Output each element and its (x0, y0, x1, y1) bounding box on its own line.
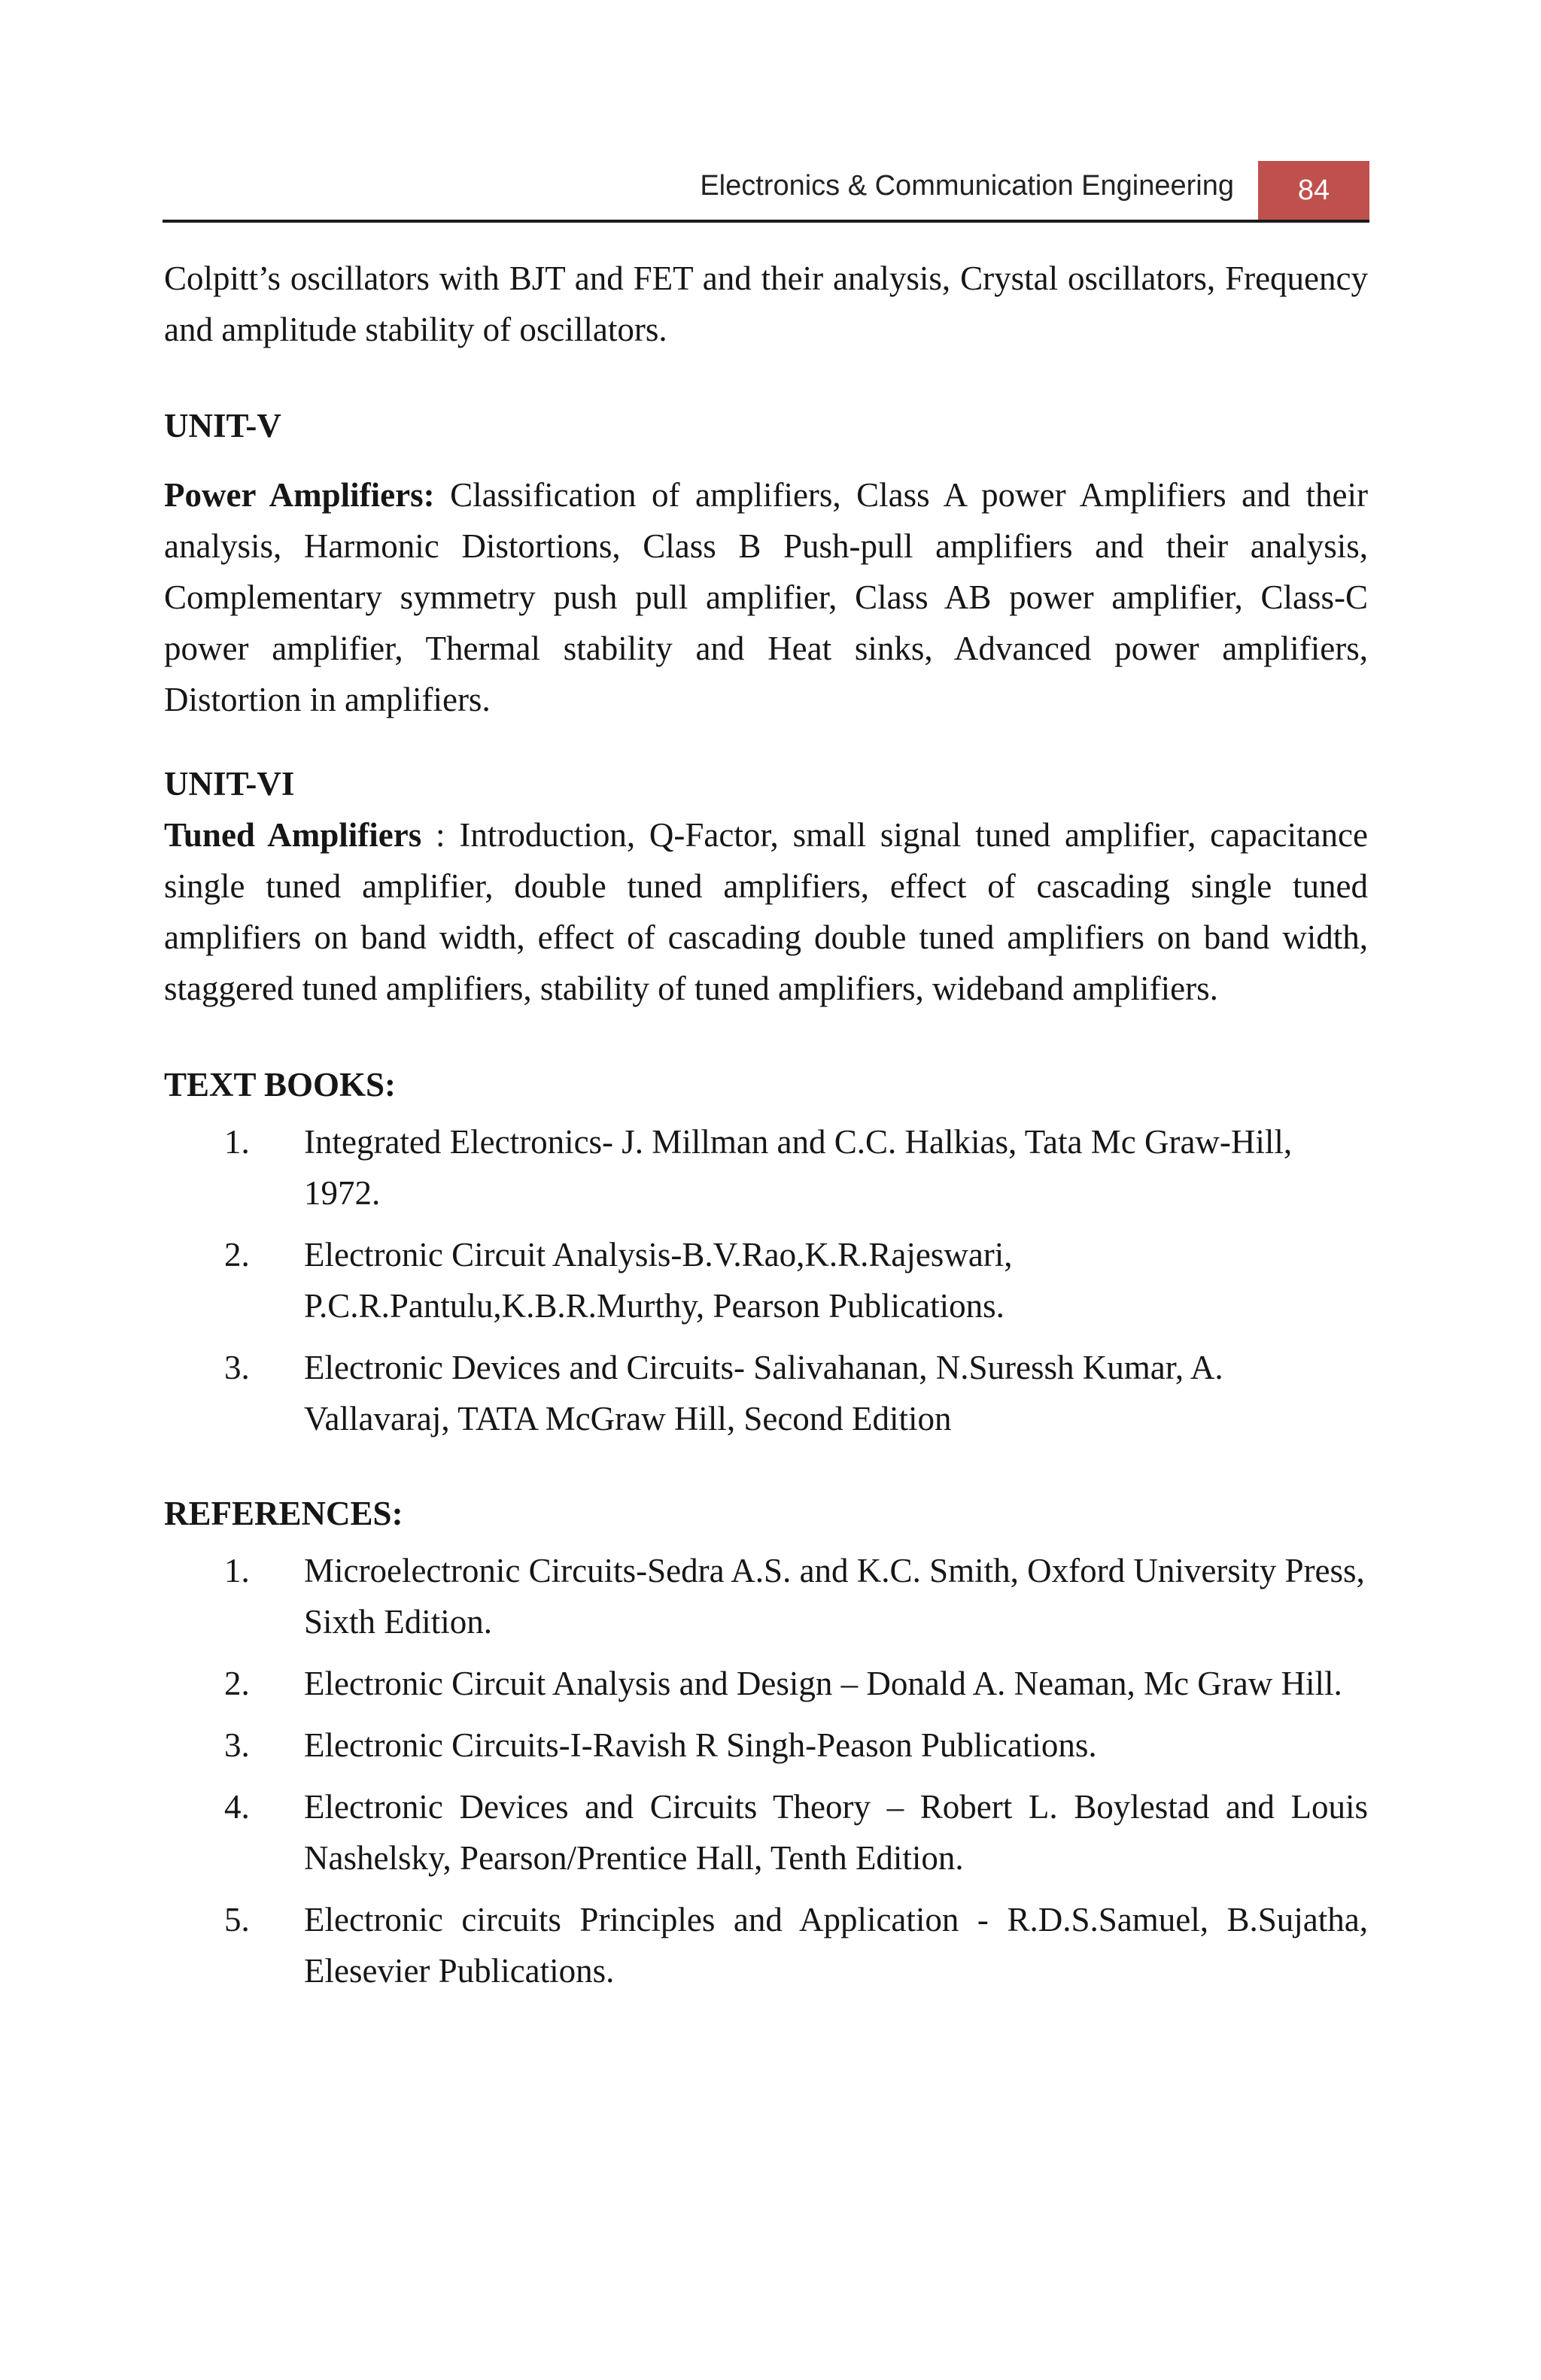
list-item-text: Electronic Circuit Analysis and Design – Donald A. Neaman, Mc Graw Hill. (304, 1665, 1342, 1702)
list-item-number: 3. (224, 1726, 250, 1764)
page-content (164, 253, 1368, 2007)
references-list (164, 1545, 1368, 1996)
unit6-paragraph (164, 809, 1368, 1014)
list-item (164, 1894, 1368, 1996)
list-item-text: Microelectronic Circuits-Sedra A.S. and K.C. Smith, Oxford University Press, Sixth Edition. (304, 1552, 1365, 1641)
list-item-number: 2. (224, 1665, 250, 1702)
page-header (163, 161, 1369, 223)
unit6-text: : Introduction, Q-Factor, small signal tuned amplifier, capacitance single tuned amplifier, double tuned amplifiers, effect of cascading single tuned amplifiers on band width, effect of cascading double tuned amplifiers on band width, staggered tuned amplifiers, stability of tuned amplifiers, wideband amplifiers. (164, 816, 1368, 1007)
list-item (164, 1658, 1368, 1709)
unit5-text: Classification of amplifiers, Class A power Amplifiers and their analysis, Harmonic Distortions, Class B Push-pull amplifiers and their analysis, Complementary symmetry push pull amplifier, Class AB power amplifier, Class-C power amplifier, Thermal stability and Heat sinks, Advanced power amplifiers, Distortion in amplifiers. (164, 476, 1368, 718)
list-item (164, 1116, 1368, 1219)
textbooks-heading: TEXT BOOKS: (164, 1066, 397, 1103)
list-item-number: 3. (224, 1349, 250, 1386)
references-heading: REFERENCES: (164, 1495, 403, 1532)
unit6-heading: UNIT-VI (164, 765, 295, 803)
textbooks-list (164, 1116, 1368, 1444)
list-item-number: 1. (224, 1123, 250, 1161)
list-item-number: 5. (224, 1901, 250, 1938)
list-item-number: 4. (224, 1788, 250, 1826)
list-item-text: Electronic Circuits-I-Ravish R Singh-Peason Publications. (304, 1726, 1097, 1764)
list-item (164, 1545, 1368, 1647)
page-number-badge: 84 (1258, 161, 1369, 220)
unit5-paragraph (164, 469, 1368, 725)
header-title: Electronics & Communication Engineering (700, 170, 1234, 202)
unit6-topic: Tuned Amplifiers (164, 816, 422, 854)
list-item-text: Electronic Devices and Circuits- Salivahanan, N.Suressh Kumar, A. Vallavaraj, TATA McGraw Hill, Second Edition (304, 1349, 1223, 1437)
unit5-heading: UNIT-V (164, 407, 281, 445)
list-item-text: Electronic Circuit Analysis-B.V.Rao,K.R.Rajeswari, P.C.R.Pantulu,K.B.R.Murthy, Pearson Publications. (304, 1236, 1013, 1325)
list-item-text: Integrated Electronics- J. Millman and C.C. Halkias, Tata Mc Graw-Hill, 1972. (304, 1123, 1293, 1212)
list-item-text: Electronic Devices and Circuits Theory – Robert L. Boylestad and Louis Nashelsky, Pearson/Prentice Hall, Tenth Edition. (304, 1788, 1368, 1877)
list-item-number: 2. (224, 1236, 250, 1273)
list-item-number: 1. (224, 1552, 250, 1589)
unit5-topic: Power Amplifiers: (164, 476, 435, 514)
list-item (164, 1720, 1368, 1771)
intro-paragraph: Colpitt’s oscillators with BJT and FET and their analysis, Crystal oscillators, Frequency and amplitude stability of oscillators. (164, 260, 1368, 348)
list-item (164, 1229, 1368, 1331)
list-item-text: Electronic circuits Principles and Application - R.D.S.Samuel, B.Sujatha, Elesevier Publications. (304, 1901, 1368, 1990)
list-item (164, 1342, 1368, 1444)
list-item (164, 1781, 1368, 1884)
